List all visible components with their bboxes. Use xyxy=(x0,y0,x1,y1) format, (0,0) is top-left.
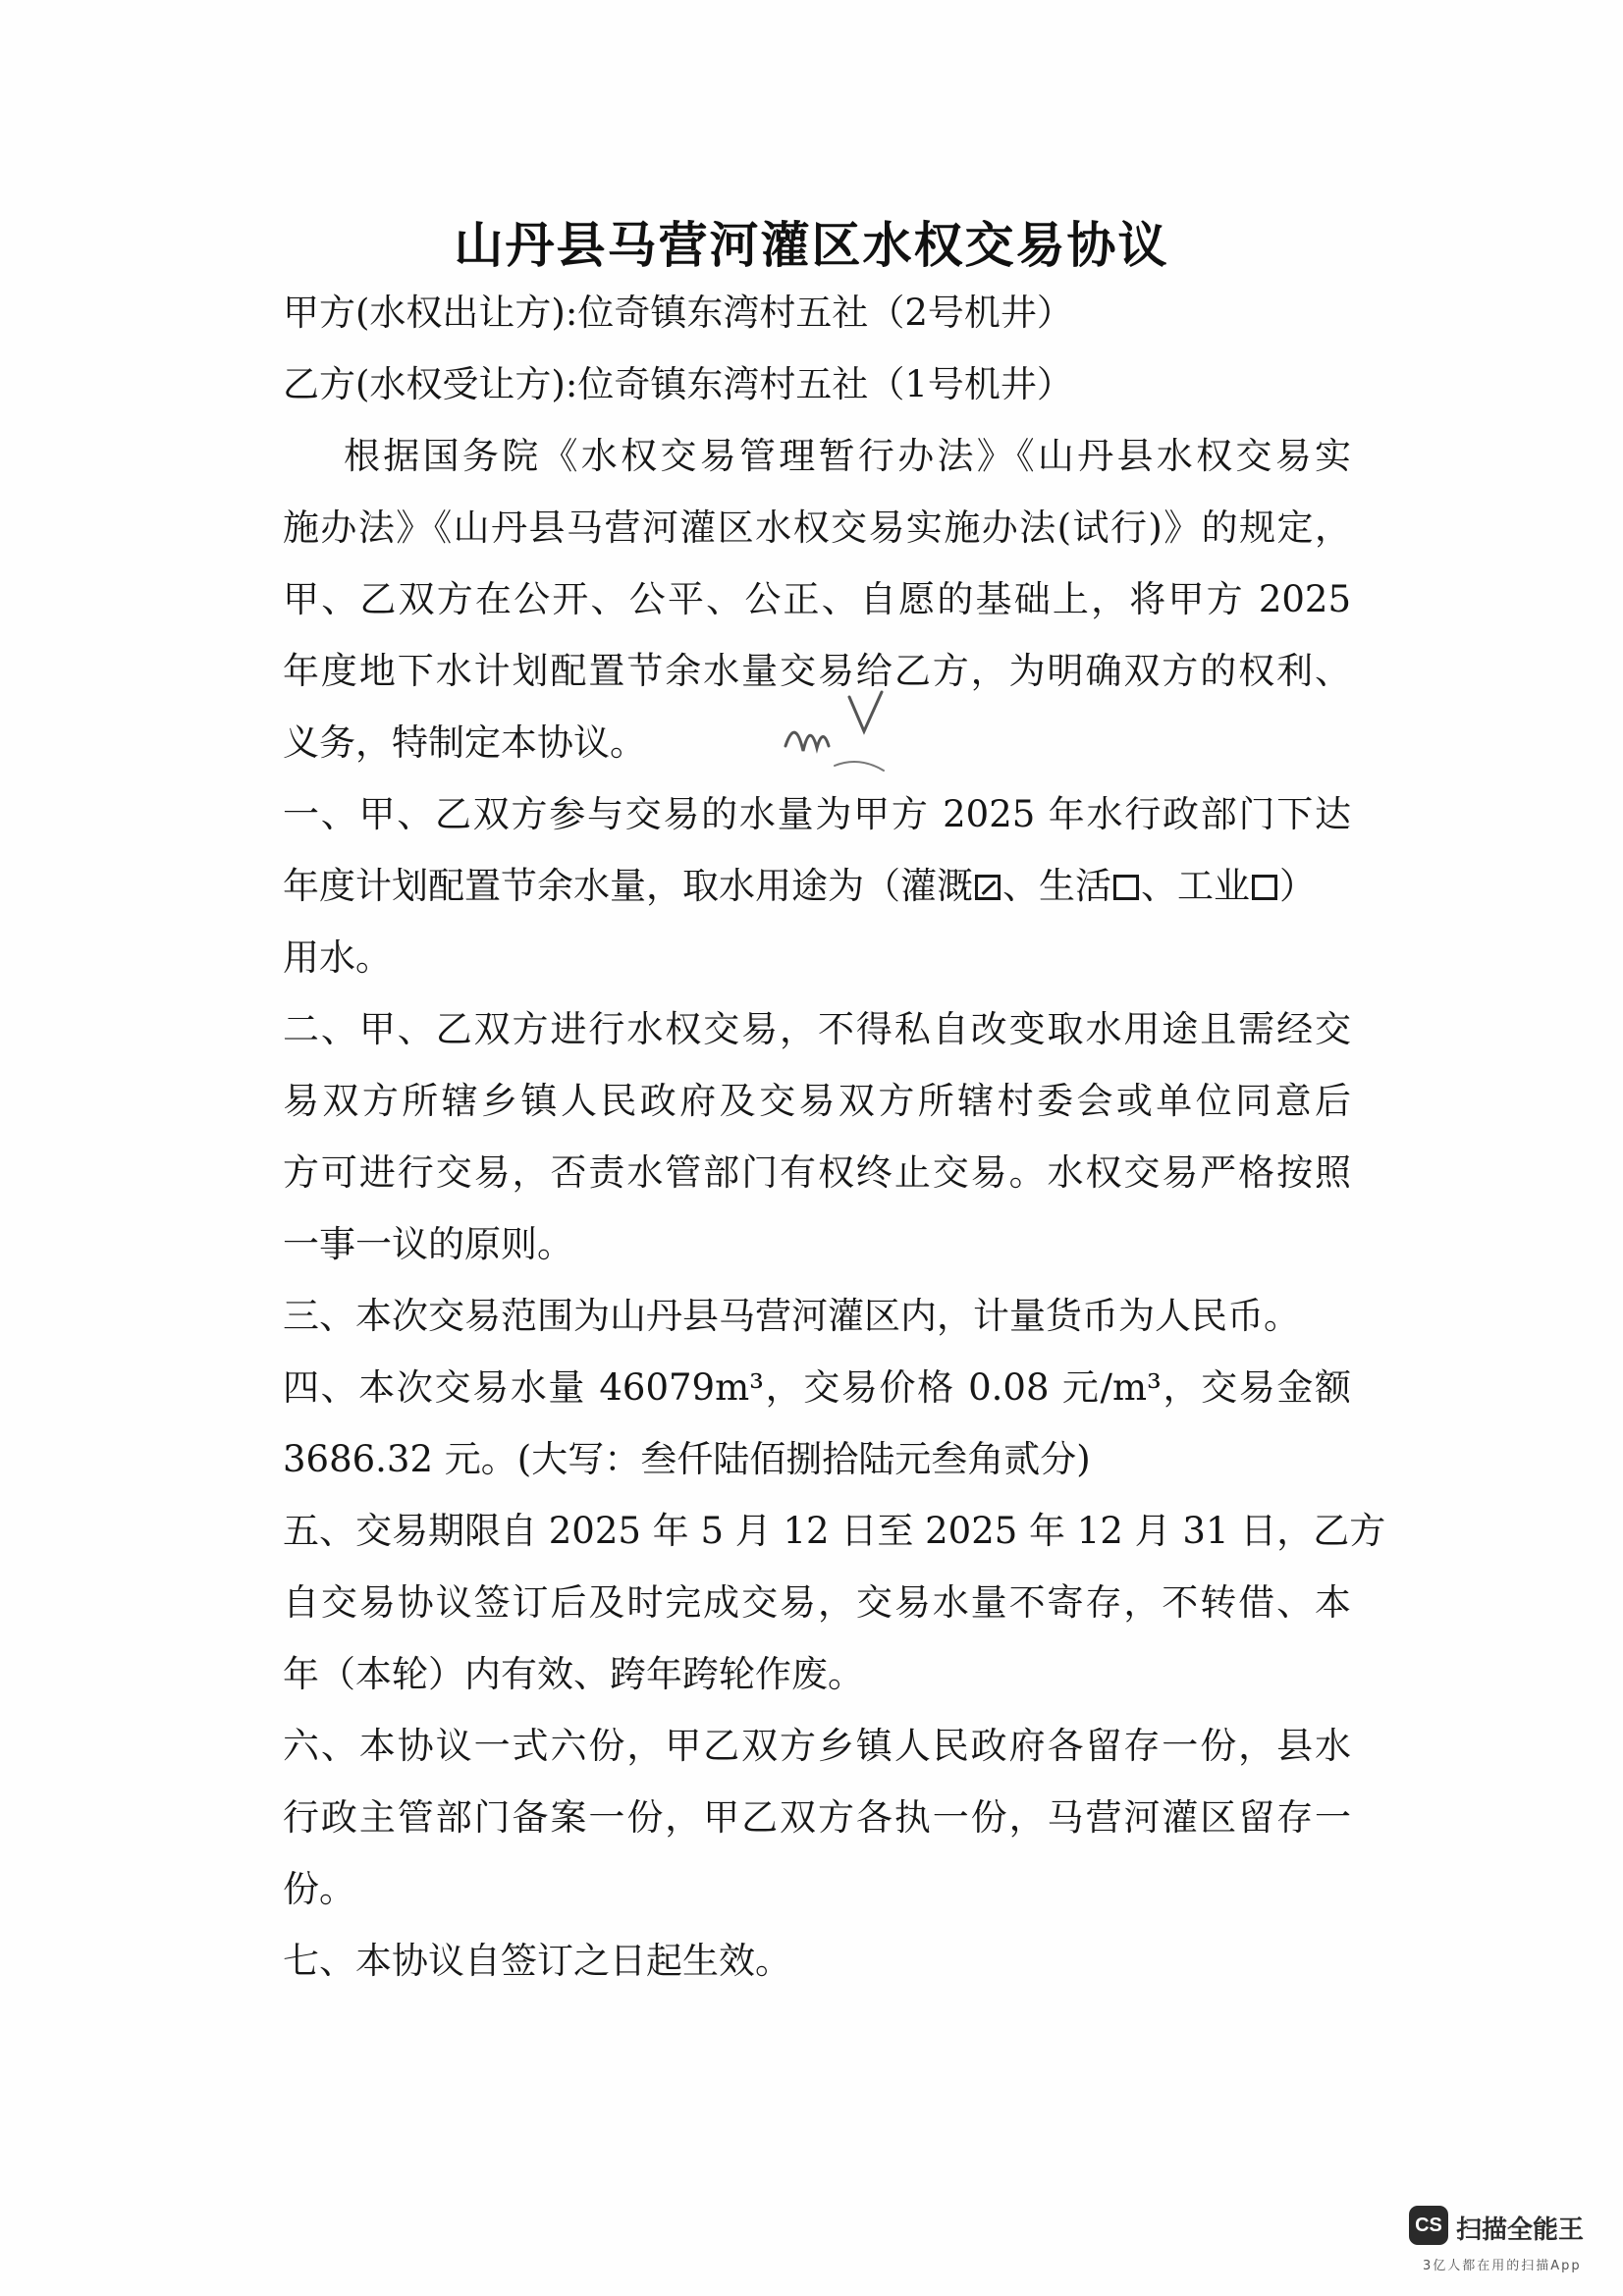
handwritten-signature xyxy=(766,677,913,795)
clause-1-line-3: 用水。 xyxy=(283,936,392,979)
party-b-line: 乙方(水权受让方):位奇镇东湾村五社（1号机井） xyxy=(283,363,1073,405)
irrigation-checkbox-icon xyxy=(975,875,1001,900)
preamble-line-5: 义务，特制定本协议。 xyxy=(283,721,646,764)
industrial-checkbox-icon xyxy=(1252,875,1277,900)
party-a-line: 甲方(水权出让方):位奇镇东湾村五社（2号机井） xyxy=(283,292,1073,334)
clause-5-line-1: 五、交易期限自 2025 年 5 月 12 日至 2025 年 12 月 31 日，乙方 xyxy=(283,1510,1386,1552)
clause-2-line-2: 易双方所辖乡镇人民政府及交易双方所辖村委会或单位同意后 xyxy=(283,1080,1351,1122)
clause-2-line-4: 一事一议的原则。 xyxy=(283,1223,573,1265)
watermark-tagline: 3亿人都在用的扫描App xyxy=(1423,2259,1582,2273)
preamble-line-4: 年度地下水计划配置节余水量交易给乙方，为明确双方的权利、 xyxy=(283,650,1351,692)
clause-3-line: 三、本次交易范围为山丹县马营河灌区内，计量货币为人民币。 xyxy=(283,1295,1300,1337)
clause-5-line-3: 年（本轮）内有效、跨年跨轮作废。 xyxy=(283,1653,864,1695)
clause-1-life-label: 、生活 xyxy=(1002,865,1111,907)
preamble-line-1: 根据国务院《水权交易管理暂行办法》《山丹县水权交易实 xyxy=(344,435,1351,477)
preamble-line-3: 甲、乙双方在公开、公平、公正、自愿的基础上，将甲方 2025 xyxy=(283,578,1351,620)
domestic-checkbox-icon xyxy=(1113,875,1139,900)
clause-7-line: 七、本协议自签订之日起生效。 xyxy=(283,1940,791,1982)
clause-6-line-3: 份。 xyxy=(283,1868,355,1910)
clause-4-line-2: 3686.32 元。(大写：叁仟陆佰捌拾陆元叁角贰分) xyxy=(283,1438,1091,1480)
camscanner-logo-icon: CS xyxy=(1409,2206,1448,2245)
clause-4-line-1: 四、本次交易水量 46079m³，交易价格 0.08 元/m³，交易金额 xyxy=(283,1366,1351,1409)
clause-2-line-3: 方可进行交易，否责水管部门有权终止交易。水权交易严格按照 xyxy=(283,1151,1351,1194)
clause-6-line-2: 行政主管部门备案一份，甲乙双方各执一份，马营河灌区留存一 xyxy=(283,1796,1351,1839)
clause-2-line-1: 二、甲、乙双方进行水权交易，不得私自改变取水用途且需经交 xyxy=(283,1008,1351,1050)
clause-6-line-1: 六、本协议一式六份，甲乙双方乡镇人民政府各留存一份，县水 xyxy=(283,1725,1351,1767)
clause-1-line-2-prefix: 年度计划配置节余水量，取水用途为（灌溉 xyxy=(283,865,973,907)
document-title: 山丹县马营河灌区水权交易协议 xyxy=(454,216,1169,274)
watermark-app-name: 扫描全能王 xyxy=(1456,2216,1585,2245)
clause-1-line-1: 一、甲、乙双方参与交易的水量为甲方 2025 年水行政部门下达 xyxy=(283,793,1351,835)
clause-5-line-2: 自交易协议签订后及时完成交易，交易水量不寄存，不转借、本 xyxy=(283,1581,1351,1624)
camscanner-watermark xyxy=(1399,2198,1596,2276)
clause-1-industry-label: 、工业 xyxy=(1141,865,1250,907)
clause-1-line-2-suffix: ） xyxy=(1279,865,1316,907)
clause-1-line-2 xyxy=(283,865,1351,907)
preamble-line-2: 施办法》《山丹县马营河灌区水权交易实施办法(试行)》的规定， xyxy=(283,507,1351,549)
